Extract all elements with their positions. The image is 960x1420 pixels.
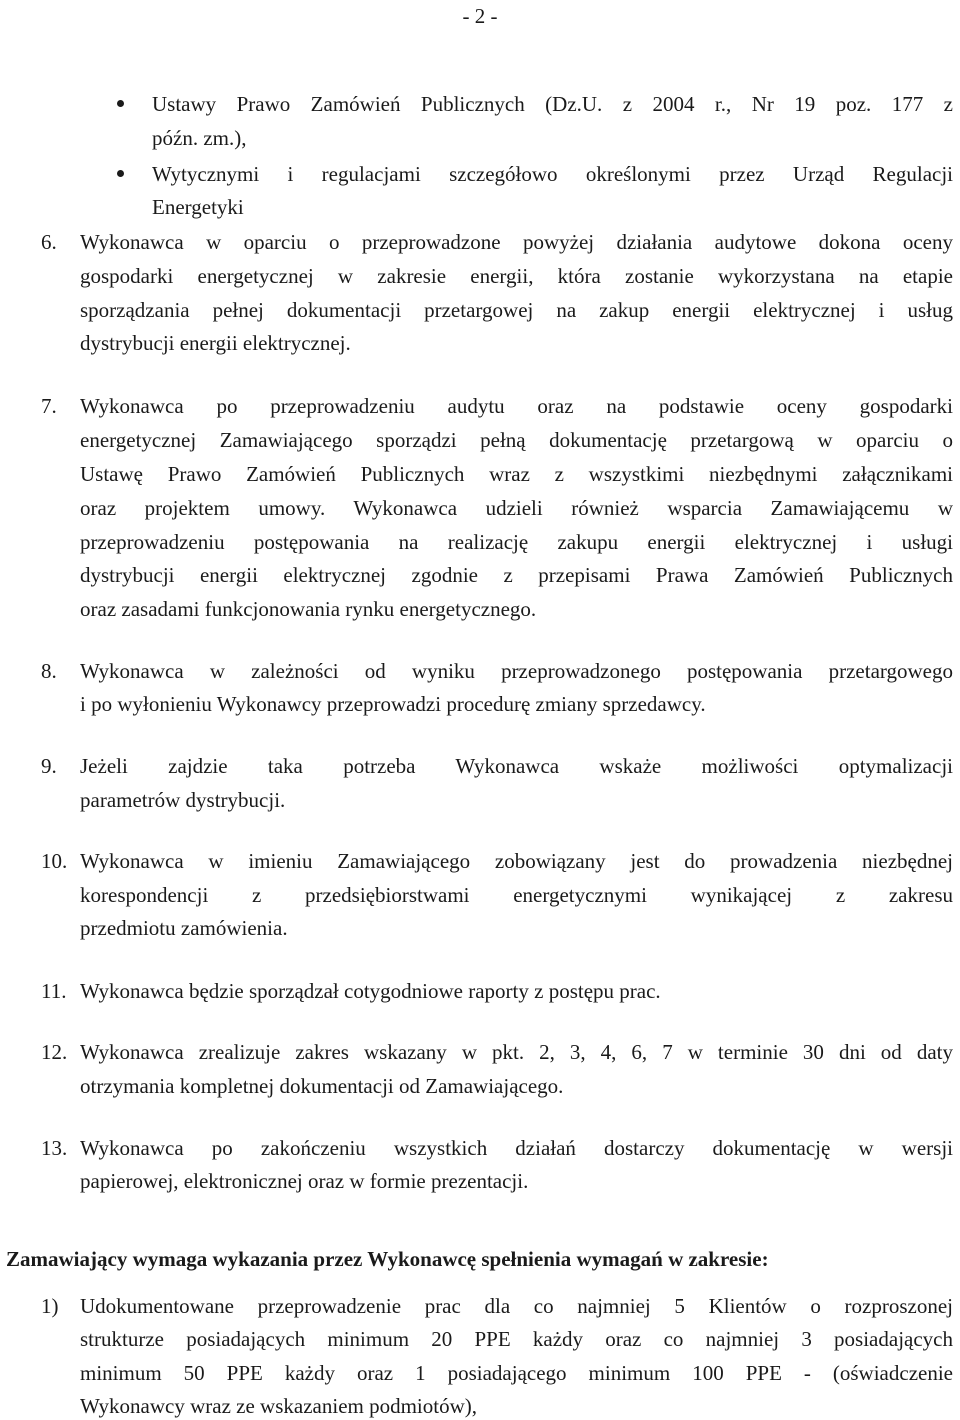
item-line: Wykonawca po zakończeniu wszystkich działań dostarczy dokumentację w wersji: [80, 1136, 953, 1160]
item-line: Wykonawca w zależności od wyniku przeprowadzonego postępowania przetargowego: [80, 659, 953, 683]
item-line: papierowej, elektronicznej oraz w formie prezentacji.: [80, 1169, 529, 1193]
item-line: dystrybucji energii elektrycznej zgodnie z przepisami Prawa Zamówień Publicznych: [80, 563, 953, 587]
requirement-line: minimum 50 PPE każdy oraz 1 posiadającego minimum 100 PPE - (oświadczenie: [80, 1361, 953, 1385]
item-number: 9.: [41, 754, 57, 778]
item-line: Wykonawca po przeprowadzeniu audytu oraz na podstawie oceny gospodarki: [80, 394, 953, 418]
bullet-dot-icon: [117, 100, 124, 107]
item-line: oraz zasadami funkcjonowania rynku energetycznego.: [80, 597, 537, 621]
requirements-heading: Zamawiający wymaga wykazania przez Wykonawcę spełnienia wymagań w zakresie:: [6, 1247, 769, 1271]
item-line: Wykonawca będzie sporządzał cotygodniowe raporty z postępu prac.: [80, 979, 661, 1003]
item-line: dystrybucji energii elektrycznej.: [80, 331, 351, 355]
bullet-line: Wytycznymi i regulacjami szczegółowo określonymi przez Urząd Regulacji: [152, 162, 953, 186]
item-number: 12.: [41, 1040, 68, 1064]
item-line: Jeżeli zajdzie taka potrzeba Wykonawca wskaże możliwości optymalizacji: [80, 754, 953, 778]
item-line: otrzymania kompletnej dokumentacji od Zamawiającego.: [80, 1074, 564, 1098]
requirement-line: Udokumentowane przeprowadzenie prac dla co najmniej 5 Klientów o rozproszonej: [80, 1294, 953, 1318]
item-number: 8.: [41, 659, 57, 683]
page-number: - 2 -: [462, 4, 498, 28]
item-line: sporządzania pełnej dokumentacji przetargowej na zakup energii elektrycznej i usług: [80, 298, 953, 322]
requirement-line: strukturze posiadających minimum 20 PPE każdy oraz co najmniej 3 posiadających: [80, 1327, 953, 1351]
bullet-line: Energetyki: [152, 195, 244, 219]
bullet-line: Ustawy Prawo Zamówień Publicznych (Dz.U. z 2004 r., Nr 19 poz. 177 z: [152, 92, 953, 116]
item-line: Wykonawca w imieniu Zamawiającego zobowiązany jest do prowadzenia niezbędnej: [80, 849, 953, 873]
item-line: energetycznej Zamawiającego sporządzi pełną dokumentację przetargową w oparciu o: [80, 428, 953, 452]
item-number: 6.: [41, 230, 57, 254]
item-line: przeprowadzeniu postępowania na realizację zakupu energii elektrycznej i usługi: [80, 530, 953, 554]
item-line: parametrów dystrybucji.: [80, 788, 286, 812]
item-line: przedmiotu zamówienia.: [80, 916, 288, 940]
item-number: 11.: [41, 979, 67, 1003]
item-number: 7.: [41, 394, 57, 418]
item-line: korespondencji z przedsiębiorstwami energetycznymi wynikającej z zakresu: [80, 883, 953, 907]
item-line: Wykonawca w oparciu o przeprowadzone powyżej działania audytowe dokona oceny: [80, 230, 953, 254]
item-line: Wykonawca zrealizuje zakres wskazany w pkt. 2, 3, 4, 6, 7 w terminie 30 dni od daty: [80, 1040, 953, 1064]
item-line: i po wyłonieniu Wykonawcy przeprowadzi procedurę zmiany sprzedawcy.: [80, 692, 706, 716]
item-line: oraz projektem umowy. Wykonawca udzieli również wsparcia Zamawiającemu w: [80, 496, 953, 520]
item-line: Ustawę Prawo Zamówień Publicznych wraz z wszystkimi niezbędnymi załącznikami: [80, 462, 953, 486]
requirement-line: Wykonawcy wraz ze wskazaniem podmiotów),: [80, 1394, 478, 1418]
item-line: gospodarki energetycznej w zakresie energii, która zostanie wykorzystana na etapie: [80, 264, 953, 288]
item-number: 13.: [41, 1136, 68, 1160]
bullet-dot-icon: [117, 170, 124, 177]
bullet-line: późn. zm.),: [152, 126, 247, 150]
requirement-number: 1): [41, 1294, 59, 1318]
item-number: 10.: [41, 849, 68, 873]
